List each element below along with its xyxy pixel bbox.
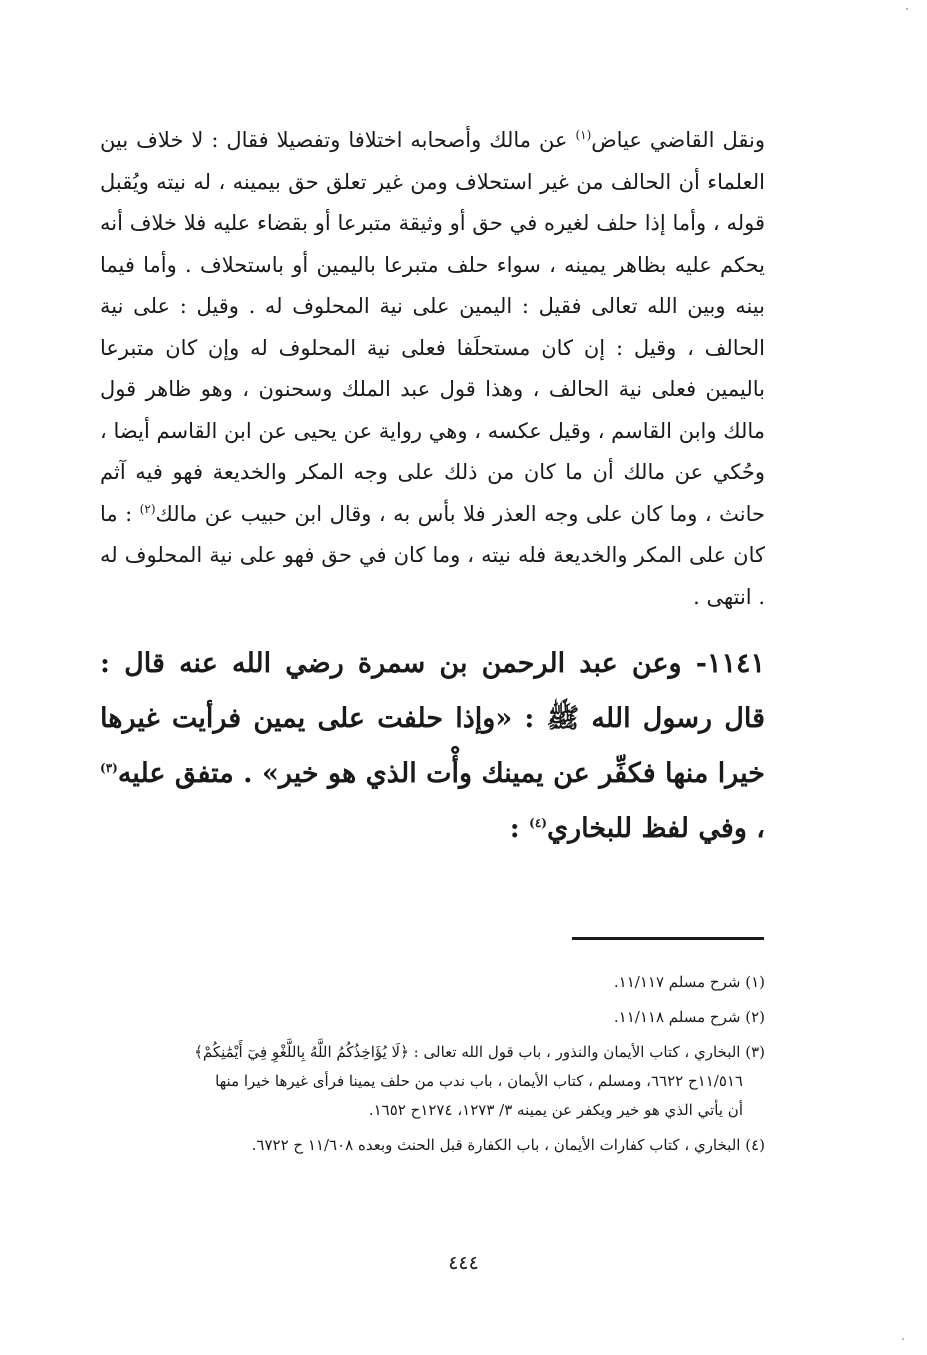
footnote-marker-3: (٣) [100,761,118,775]
footnote-marker-1: (١) [575,128,592,142]
text-run: ١١٤١- وعن عبد الرحمن بن سمرة رضي الله عنه قال : قال رسول الله ﷺ : «وإذا حلفت على يمين فرأيت غيرها خيرا منها فكفِّر عن يمينك وأْت الذي هو خير» . متفق عليه [100,648,765,789]
text-run: ، وفي لفظ للبخاري [546,813,765,844]
footnote-3-continued: ١١/٥١٦ح ٦٦٢٢، ومسلم ، كتاب الأيمان ، باب ندب من حلف يمينا فرأى غيرها خيرا منها [215,1072,743,1090]
text-run: عن مالك وأصحابه اختلافا وتفصيلا فقال : لا خلاف بين العلماء أن الحالف من غير استحلاف ومن غير تعلق حق بيمينه ، له نيته ويُقبل قوله ، وأما إذا حلف لغيره في حق أو وثيقة متبرعا أو بقضاء عليه فلا خلاف أنه يحكم عليه بظاهر يمينه ، سواء حلف متبرعا باليمين أو باستحلاف . وأما فيما بينه وبين الله تعالى فقيل : اليمين على نية المحلوف له . وقيل : على نية الحالف ، وقيل : إن كان مستحلَفا فعلى نية المحلوف له وإن كان متبرعا باليمين فعلى نية الحالف ، وهذا قول عبد الملك وسحنون ، وهو ظاهر قول مالك وابن القاسم ، وقيل عكسه ، وهي رواية عن يحيى عن ابن القاسم أيضا ، وحُكي عن مالك أن ما كان من ذلك على وجه المكر والخديعة فهو فيه آثم حانث ، وما كان على وجه العذر فلا بأس به ، وقال ابن حبيب عن مالك [100,128,766,526]
scan-speck [906,8,908,10]
text-run: ونقل القاضي عياض [591,128,765,152]
footnote-marker-4: (٤) [529,816,547,830]
page-content [100,120,765,856]
footnote-3: (٣) البخاري ، كتاب الأيمان والنذور ، باب قول الله تعالى : ﴿لَا يُؤَاخِذُكُمُ اللَّهُ بِاللَّغْوِ فِيٓ أَيْمَٰنِكُمْ﴾ [194,1043,765,1061]
commentary-paragraph [100,120,765,618]
commentary-text [100,120,765,618]
text-run: : ما كان على المكر والخديعة فله نيته ، وما كان في حق فهو على نية المحلوف له . انتهى . [100,501,765,609]
page-number: ٤٤٤ [448,1252,479,1274]
footnotes [100,968,765,1166]
text-run: : [509,813,530,844]
hadith-text [100,636,765,856]
footnote-3-continued: أن يأتي الذي هو خير ويكفر عن يمينه ٣/ ١٢٧٣، ١٢٧٤ح ١٦٥٢. [368,1101,743,1119]
footnote-1: (١) شرح مسلم ١١/١١٧. [613,973,765,991]
footnote-marker-2: (٢) [139,501,156,516]
scan-speck [902,1338,904,1340]
footnote-2: (٢) شرح مسلم ١١/١١٨. [613,1008,765,1026]
footnote-4: (٤) البخاري ، كتاب كفارات الأيمان ، باب الكفارة قبل الحنث وبعده ١١/٦٠٨ ح ٦٧٢٢. [251,1136,765,1154]
footnote-separator [572,937,764,940]
